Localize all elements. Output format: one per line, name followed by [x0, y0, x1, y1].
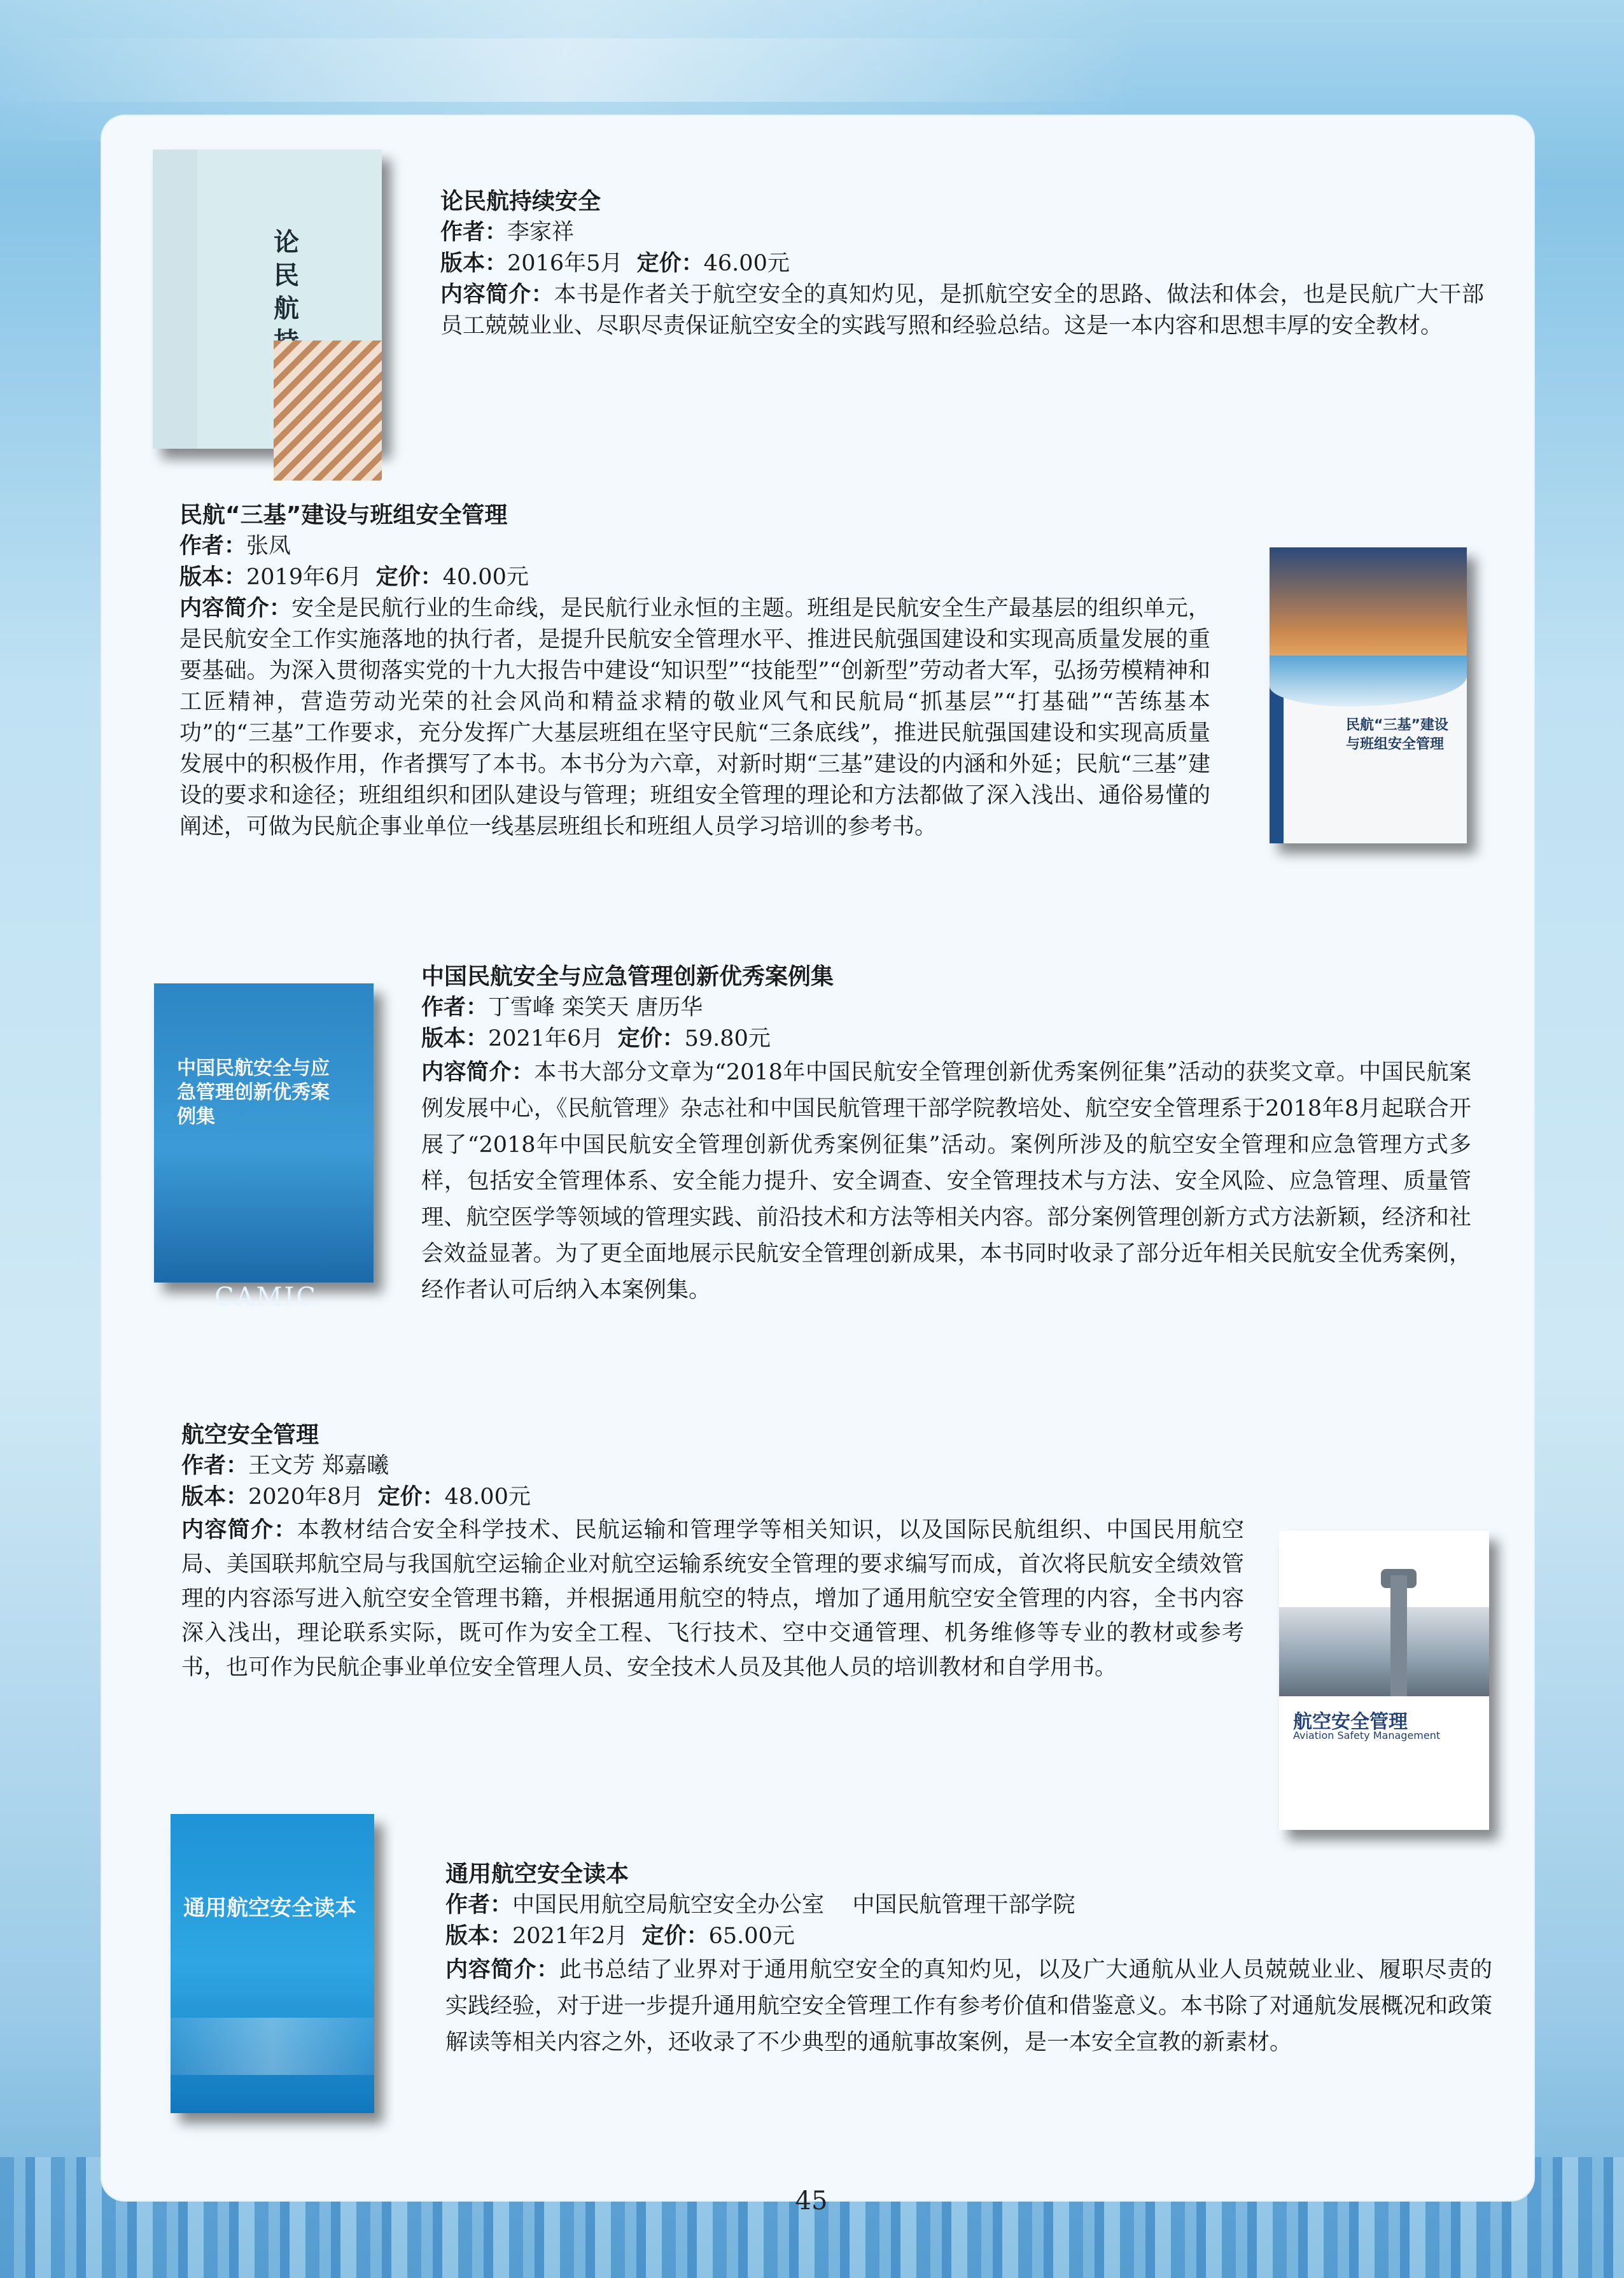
book-price: 65.00元	[708, 1923, 795, 1949]
book-entry-1	[440, 186, 1484, 342]
author-label: 作者：	[179, 533, 247, 559]
desc-label: 内容简介：	[445, 1957, 559, 1983]
price-label: 定价：	[377, 1484, 445, 1510]
book-edition: 2019年6月	[246, 565, 362, 590]
cover-title: 航空安全管理	[1293, 1711, 1408, 1733]
cover-subtitle: Aviation Safety Management	[1293, 1729, 1441, 1741]
author-label: 作者：	[181, 1453, 249, 1479]
cover-airport-image	[1279, 1607, 1489, 1696]
edition-label: 版本：	[421, 1026, 489, 1051]
book-cover-4	[1279, 1531, 1489, 1830]
price-label: 定价：	[617, 1026, 685, 1051]
book-desc-text: 安全是民航行业的生命线，是民航行业永恒的主题。班组是民航安全生产最基层的组织单元，是民航安全工作实施落地的执行者，是提升民航安全管理水平、推进民航强国建设和实现高质量发展的重要基础。为深入贯彻落实党的十九大报告中建设“知识型”“技能型”“创新型”劳动者大军，弘扬劳模精神和工匠精神，营造劳动光荣的社会风尚和精益求精的敬业风气和民航局“抓基层”“打基础”“苦练基本功”的“三基”工作要求，充分发挥广大基层班组在坚守民航“三条底线”，推进民航强国建设和实现高质量发展中的积极作用，作者撰写了本书。本书分为六章，对新时期“三基”建设的内涵和外延；民航“三基”建设的要求和途径；班组组织和团队建设与管理；班组安全管理的理论和方法都做了深入浅出、通俗易懂的阐述，可做为民航企事业单位一线基层班组长和班组人员学习培训的参考书。	[179, 596, 1210, 840]
cover-title: 中国民航安全与应急管理创新优秀案例集	[177, 1057, 330, 1128]
author-label: 作者：	[440, 220, 508, 245]
book-author: 王文芳 郑嘉曦	[248, 1453, 389, 1479]
book-title: 民航“三基”建设与班组安全管理	[179, 502, 508, 528]
desc-label: 内容简介：	[421, 1060, 535, 1085]
control-tower	[1390, 1575, 1407, 1696]
book-author-line	[445, 1890, 1492, 1921]
book-entry-2	[179, 500, 1210, 843]
cover-title: 民航“三基”建设与班组安全管理	[1346, 717, 1448, 752]
book-description	[440, 279, 1484, 342]
cover-stripe-pattern	[274, 341, 382, 481]
book-price: 59.80元	[684, 1026, 771, 1051]
cover-logo: CAMIC	[214, 1283, 318, 1312]
cover-title: 论民航	[274, 227, 299, 323]
book-title: 中国民航安全与应急管理创新优秀案例集	[421, 964, 834, 990]
book-description	[445, 1952, 1492, 2061]
book-edition: 2020年8月	[248, 1484, 364, 1510]
price-label: 定价：	[636, 251, 704, 276]
book-title: 论民航持续安全	[440, 188, 601, 214]
book-desc-text: 本教材结合安全科学技术、民航运输和管理学等相关知识，以及国际民航组织、中国民用航空局、美国联邦航空局与我国航空运输企业对航空运输系统安全管理的要求编写而成，首次将民航安全绩效管理的内容添写进入航空安全管理书籍，并根据通用航空的特点，增加了通用航空安全管理的内容，全书内容深入浅出，理论联系实际，既可作为安全工程、飞行技术、空中交通管理、机务维修等专业的教材或参考书，也可作为民航企事业单位安全管理人员、安全技术人员及其他人员的培训教材和自学用书。	[181, 1517, 1244, 1680]
book-title: 通用航空安全读本	[445, 1861, 629, 1887]
cover-light-band	[171, 2018, 374, 2075]
book-cover-2	[1270, 547, 1467, 843]
book-description	[181, 1513, 1244, 1685]
book-price: 40.00元	[442, 565, 529, 590]
author-label: 作者：	[421, 995, 489, 1020]
book-edition-line	[421, 1023, 1471, 1055]
edition-label: 版本：	[181, 1484, 249, 1510]
book-edition-line	[181, 1482, 1244, 1513]
author-label: 作者：	[445, 1892, 513, 1918]
book-cover-3	[154, 983, 374, 1312]
page-number: 45	[795, 2186, 828, 2216]
book-edition: 2021年6月	[488, 1026, 604, 1051]
book-author-line	[179, 531, 1210, 562]
price-label: 定价：	[641, 1923, 709, 1949]
book-edition: 2016年5月	[507, 251, 623, 276]
book-description	[421, 1055, 1471, 1309]
book-title: 航空安全管理	[181, 1422, 319, 1448]
book-author: 中国民用航空局航空安全办公室 中国民航管理干部学院	[512, 1892, 1075, 1918]
desc-label: 内容简介：	[440, 282, 554, 307]
edition-label: 版本：	[445, 1923, 513, 1949]
book-entry-4	[181, 1419, 1244, 1685]
book-price: 48.00元	[444, 1484, 531, 1510]
book-author: 张凤	[246, 533, 291, 559]
book-author: 李家祥	[507, 220, 575, 245]
book-desc-text: 本书是作者关于航空安全的真知灼见，是抓航空安全的思路、做法和体会，也是民航广大干部员工兢兢业业、尽职尽责保证航空安全的实践写照和经验总结。这是一本内容和思想丰厚的安全教材。	[440, 282, 1484, 339]
cover-sunset-image	[1270, 547, 1467, 668]
book-author-line	[421, 992, 1471, 1023]
cover-spine	[153, 150, 197, 449]
book-description	[179, 593, 1210, 843]
book-price: 46.00元	[703, 251, 790, 276]
book-author-line	[440, 217, 1484, 248]
edition-label: 版本：	[440, 251, 508, 276]
book-cover-5	[171, 1814, 374, 2113]
book-edition: 2021年2月	[512, 1923, 628, 1949]
book-entry-5	[445, 1859, 1492, 2061]
price-label: 定价：	[375, 565, 443, 590]
desc-label: 内容简介：	[179, 596, 292, 621]
desc-label: 内容简介：	[181, 1517, 297, 1543]
book-cover-1	[153, 150, 382, 449]
cover-wave	[1270, 656, 1467, 707]
book-edition-line	[440, 248, 1484, 279]
book-author-line	[181, 1451, 1244, 1482]
cover-title: 通用航空安全读本	[183, 1895, 356, 1921]
edition-label: 版本：	[179, 565, 247, 590]
book-desc-text: 此书总结了业界对于通用航空安全的真知灼见，以及广大通航从业人员兢兢业业、履职尽责的实践经验，对于进一步提升通用航空安全管理工作有参考价值和借鉴意义。本书除了对通航发展概况和政策解读等相关内容之外，还收录了不少典型的通航事故案例，是一本安全宣教的新素材。	[445, 1957, 1493, 2055]
book-entry-3	[421, 961, 1471, 1309]
book-edition-line	[179, 562, 1210, 593]
book-desc-text: 本书大部分文章为“2018年中国民航安全管理创新优秀案例征集”活动的获奖文章。中国民航案例发展中心，《民航管理》杂志社和中国民航管理干部学院教培处、航空安全管理系于2018年8月起联合开展了“2018年中国民航安全管理创新优秀案例征集”活动。案例所涉及的航空安全管理和应急管理方式多样，包括安全管理体系、安全能力提升、安全调查、安全管理技术与方法、安全风险、应急管理、质量管理、航空医学等领域的管理实践、前沿技术和方法等相关内容。部分案例管理创新方式方法新颖，经济和社会效益显著。为了更全面地展示民航安全管理创新成果，本书同时收录了部分近年相关民航安全优秀案例，经作者认可后纳入本案例集。	[421, 1060, 1471, 1303]
book-author: 丁雪峰 栾笑天 唐历华	[488, 995, 703, 1020]
book-edition-line	[445, 1921, 1492, 1952]
